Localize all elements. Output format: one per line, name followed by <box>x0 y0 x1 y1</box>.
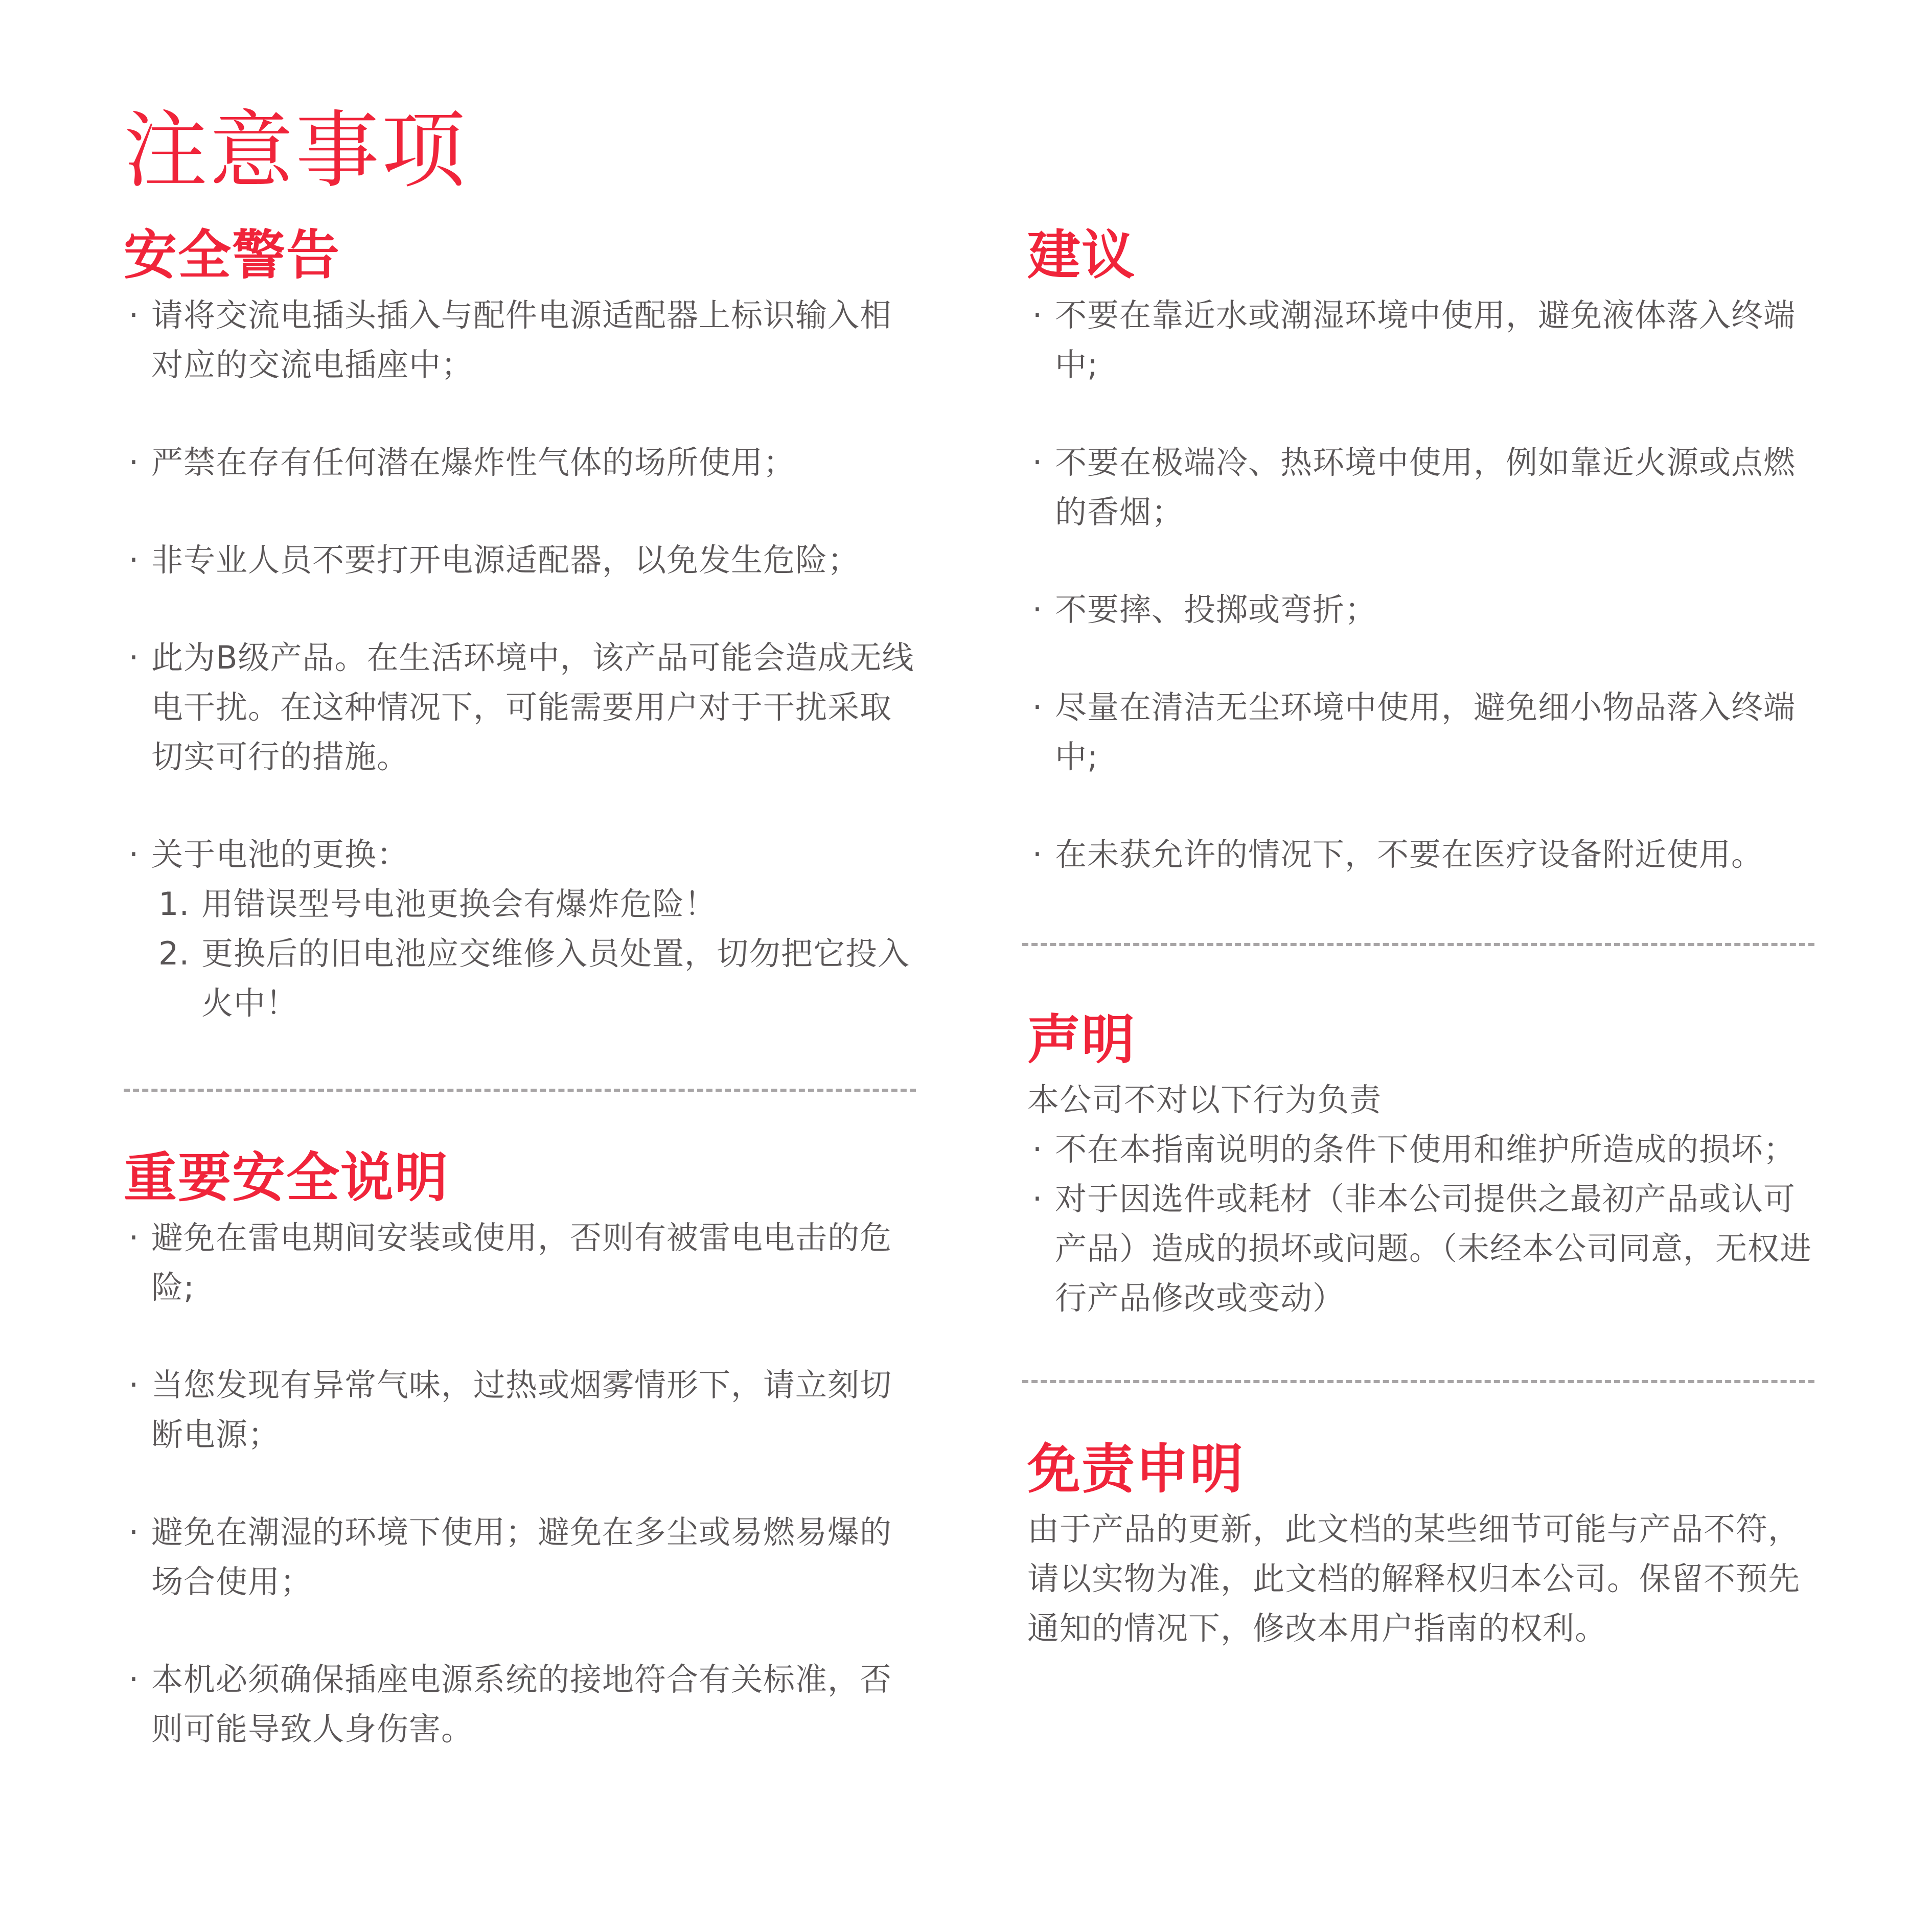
step-text: 用错误型号电池更换会有爆炸危险！ <box>201 885 717 923</box>
section-important-safety <box>124 1147 921 1754</box>
step-number: 1. <box>158 885 190 923</box>
divider <box>1022 943 1814 946</box>
list-item-text: 此为B级产品。在生活环境中，该产品可能会造成无线电干扰。在这种情况下，可能需要用户对于干扰采取切实可行的措施。 <box>151 638 914 775</box>
disclaimer-text: 由于产品的更新，此文档的某些细节可能与产品不符，请以实物为准，此文档的解释权归本公司。保留不预先通知的情况下，修改本用户指南的权利。 <box>1027 1510 1801 1647</box>
list-item <box>124 290 921 389</box>
statement-list <box>1027 1124 1825 1323</box>
battery-step <box>158 879 921 929</box>
list-item <box>1027 438 1825 537</box>
list-item <box>124 438 921 487</box>
right-column-statement <box>1027 1009 1825 1323</box>
section-title-statement: 声明 <box>1027 1008 1136 1071</box>
bullet-icon: · <box>128 541 140 579</box>
list-item-text: 不要在靠近水或潮湿环境中使用，避免液体落入终端中; <box>1055 296 1796 383</box>
list-item <box>1027 830 1825 879</box>
section-statement <box>1027 1009 1825 1323</box>
list-item <box>124 1507 921 1606</box>
list-item-text: 不在本指南说明的条件下使用和维护所造成的损坏； <box>1055 1130 1796 1168</box>
list-item <box>1027 1124 1825 1174</box>
battery-list-item <box>124 830 921 1028</box>
section-safety-warning <box>124 225 921 1028</box>
important-safety-list <box>124 1213 921 1754</box>
list-item-text: 尽量在清洁无尘环境中使用，避免细小物品落入终端中; <box>1055 688 1796 775</box>
list-item-text: 避免在潮湿的环境下使用；避免在多尘或易燃易爆的场合使用； <box>151 1513 892 1600</box>
bullet-icon: · <box>1032 590 1043 628</box>
divider <box>1022 1380 1814 1383</box>
bullet-icon: · <box>128 296 140 334</box>
list-item-text: 本机必须确保插座电源系统的接地符合有关标准，否则可能导致人身伤害。 <box>151 1660 892 1747</box>
list-item-text: 严禁在存有任何潜在爆炸性气体的场所使用； <box>151 443 796 481</box>
list-item <box>1027 682 1825 781</box>
list-item-text: 对于因选件或耗材（非本公司提供之最初产品或认可产品）造成的损坏或问题。（未经本公司同意，无权进行产品修改或变动） <box>1055 1180 1812 1317</box>
bullet-icon: · <box>128 835 140 873</box>
right-column-disclaimer <box>1027 1439 1825 1653</box>
divider <box>124 1089 916 1092</box>
list-item-text: 请将交流电插头插入与配件电源适配器上标识输入相对应的交流电插座中； <box>151 296 892 383</box>
section-title-suggestions: 建议 <box>1027 224 1136 286</box>
bullet-icon: · <box>128 1660 140 1698</box>
bullet-icon: · <box>1032 1180 1043 1217</box>
right-column <box>1027 225 1825 879</box>
step-number: 2. <box>158 934 190 972</box>
safety-warning-list <box>124 290 921 1028</box>
bullet-icon: · <box>128 1218 140 1256</box>
bullet-icon: · <box>1032 1130 1043 1168</box>
list-item <box>124 633 921 781</box>
bullet-icon: · <box>128 1366 140 1404</box>
step-text: 更换后的旧电池应交维修入员处置，切勿把它投入火中！ <box>201 934 910 1022</box>
list-item <box>124 1213 921 1312</box>
battery-step <box>158 929 921 1028</box>
bullet-icon: · <box>128 638 140 676</box>
list-item-text: 非专业人员不要打开电源适配器，以免发生危险； <box>151 541 860 579</box>
list-item <box>124 535 921 585</box>
list-item-text: 当您发现有异常气味，过热或烟雾情形下，请立刻切断电源； <box>151 1366 892 1453</box>
battery-steps <box>151 879 921 1028</box>
section-title-disclaimer: 免责申明 <box>1027 1438 1245 1500</box>
list-item-text: 不要摔、投掷或弯折； <box>1055 590 1377 628</box>
bullet-icon: · <box>1032 688 1043 726</box>
suggestions-list <box>1027 290 1825 879</box>
bullet-icon: · <box>1032 443 1043 481</box>
list-item <box>1027 1174 1825 1323</box>
bullet-icon: · <box>128 1513 140 1551</box>
bullet-icon: · <box>1032 296 1043 334</box>
list-item <box>1027 585 1825 634</box>
list-item-text: 避免在雷电期间安装或使用，否则有被雷电电击的危险; <box>151 1218 892 1306</box>
list-item <box>1027 290 1825 389</box>
battery-label: 关于电池的更换： <box>151 835 409 873</box>
left-column-lower <box>124 1147 921 1802</box>
list-item-text: 在未获允许的情况下，不要在医疗设备附近使用。 <box>1055 835 1764 873</box>
section-title-safety-warning: 安全警告 <box>124 224 341 286</box>
list-item-text: 不要在极端冷、热环境中使用，例如靠近火源或点燃的香烟； <box>1055 443 1796 531</box>
section-disclaimer <box>1027 1439 1825 1653</box>
page-title: 注意事项 <box>124 102 468 199</box>
section-suggestions <box>1027 225 1825 879</box>
list-item <box>124 1360 921 1459</box>
bullet-icon: · <box>1032 835 1043 873</box>
left-column <box>124 225 921 1028</box>
list-item <box>124 1654 921 1754</box>
section-title-important-safety: 重要安全说明 <box>124 1146 449 1209</box>
bullet-icon: · <box>128 443 140 481</box>
statement-intro: 本公司不对以下行为负责 <box>1027 1080 1382 1118</box>
